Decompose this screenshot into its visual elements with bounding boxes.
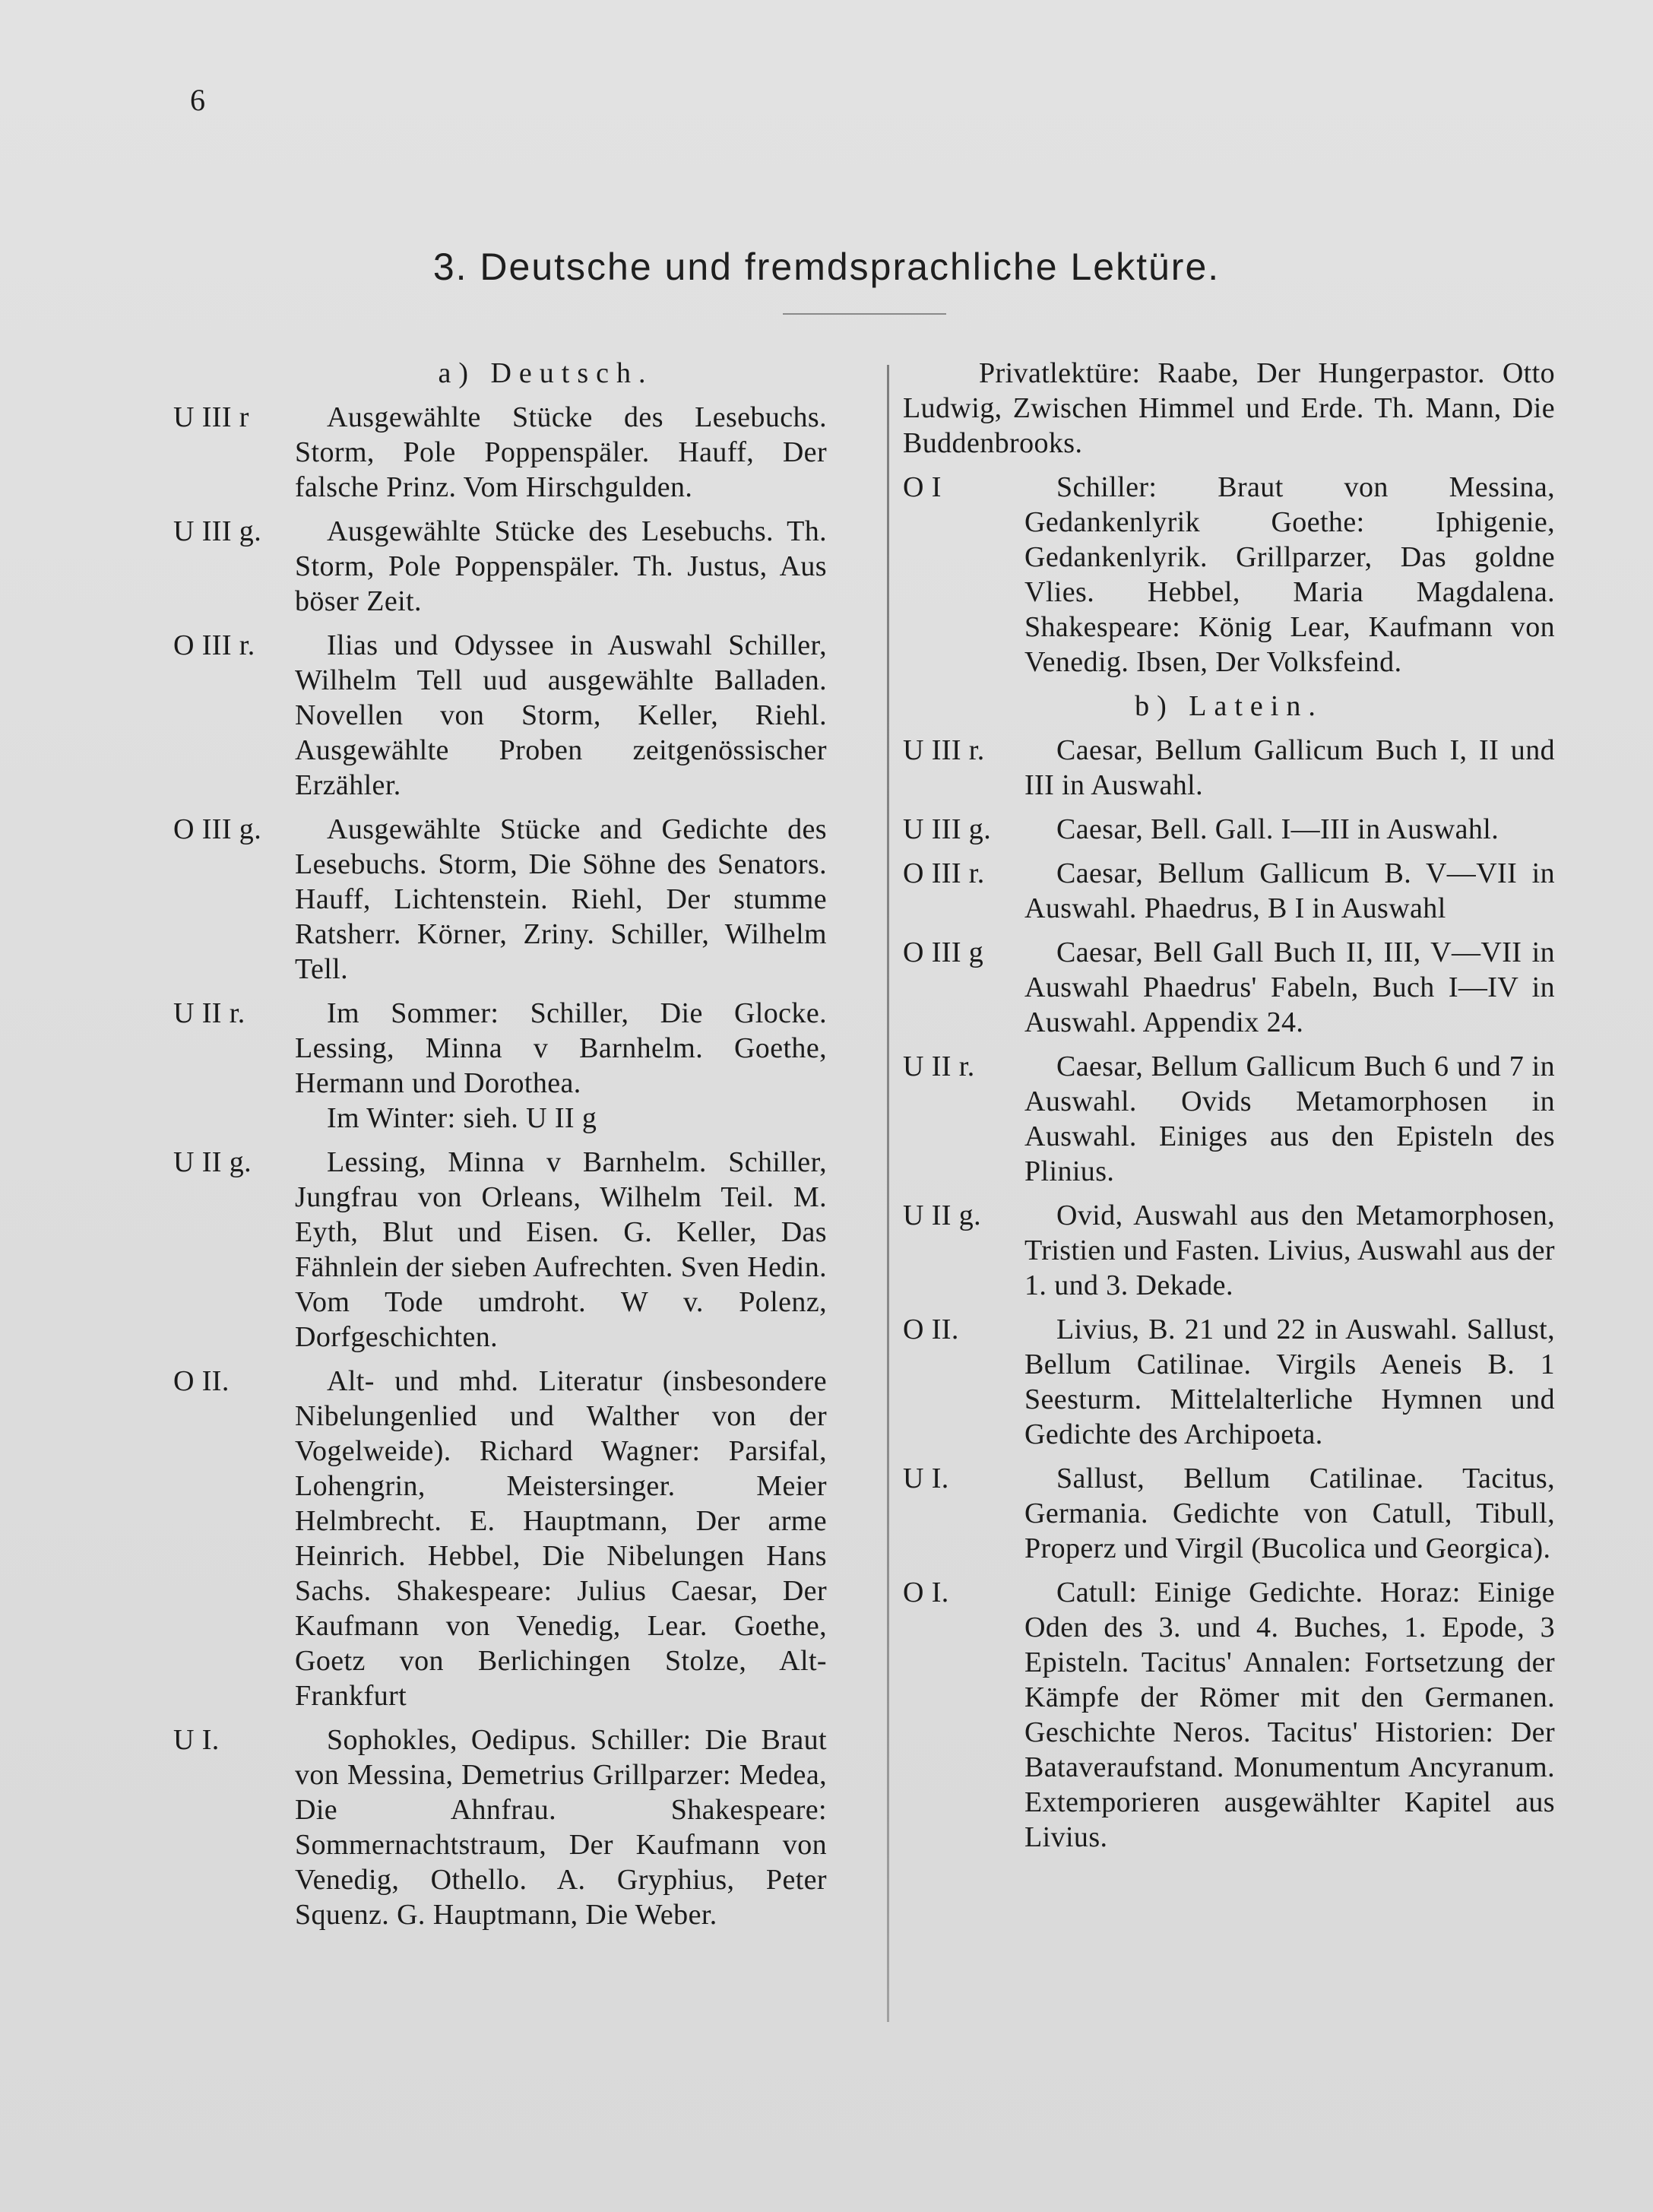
reading-text: Caesar, Bell. Gall. I—III in Auswahl.: [1056, 813, 1499, 845]
left-column: [173, 356, 827, 1941]
reading-text: Alt- und mhd. Literatur (insbesondere Nibelungenlied und Walther von der Vogelweide). Richard Wagner: Parsifal, Lohengrin, Meistersinger. Meier Helmbrecht. E. Hauptmann, Der arme Heinrich. Hebbel, Die Nibelungen Hans Sachs. Shakespeare: Julius Caesar, Der Kaufmann von Venedig, Lear. Goethe, Goetz von Berlichingen Stolze, Alt-Frankfurt: [295, 1365, 827, 1712]
reading-text: Im Sommer: Schiller, Die Glocke. Lessing, Minna v Barnhelm. Goethe, Hermann und Dorothea.: [295, 997, 827, 1099]
list-item: [903, 935, 1555, 1040]
section-heading-deutsch: a) Deutsch.: [438, 357, 654, 389]
class-label: U III r: [173, 401, 249, 433]
list-item: [173, 1145, 827, 1355]
reading-text: Sophokles, Oedipus. Schiller: Die Braut von Messina, Demetrius Grillparzer: Medea, Die Ahnfrau. Shakespeare: Sommernachtstraum, Der Kaufmann von Venedig, Othello. A. Gryphius, Peter Squenz. G. Hauptmann, Die Weber.: [295, 1724, 827, 1931]
list-item: [173, 1722, 827, 1932]
list-item: [173, 400, 827, 505]
reading-text: Ausgewählte Stücke des Lesebuchs. Storm, Pole Poppenspäler. Hauff, Der falsche Prinz. Vom Hirschgulden.: [295, 401, 827, 503]
page-title: 3. Deutsche und fremdsprachliche Lektüre.: [432, 246, 1221, 288]
column-divider: [887, 365, 889, 2022]
list-item: [903, 856, 1555, 926]
class-label: U II r.: [903, 1051, 975, 1082]
list-item: [173, 1364, 827, 1713]
class-label: O I.: [903, 1577, 949, 1608]
class-label: U III g.: [903, 813, 992, 845]
class-label: U II g.: [173, 1146, 252, 1178]
reading-text: Caesar, Bellum Gallicum Buch 6 und 7 in Auswahl. Ovids Metamorphosen in Auswahl. Einiges aus den Episteln des Plinius.: [1024, 1051, 1555, 1187]
class-label: O I: [903, 471, 942, 503]
reading-text: Ovid, Auswahl aus den Metamorphosen, Tristien und Fasten. Livius, Auswahl aus der 1. und 3. Dekade.: [1024, 1199, 1555, 1301]
list-item: [903, 812, 1555, 847]
list-item: [903, 470, 1555, 680]
class-label: O III g.: [173, 813, 262, 845]
list-item: [173, 996, 827, 1136]
reading-text: Ilias und Odyssee in Auswahl Schiller, Wilhelm Tell uud ausgewählte Balladen. Novellen von Storm, Keller, Riehl. Ausgewählte Proben zeitgenössischer Erzähler.: [295, 629, 827, 801]
reading-text: Caesar, Bellum Gallicum Buch I, II und III in Auswahl.: [1024, 734, 1555, 801]
list-item: [173, 812, 827, 987]
continuation-text: Privatlektüre: Raabe, Der Hungerpastor. Otto Ludwig, Zwischen Himmel und Erde. Th. Mann, Die Buddenbrooks.: [903, 357, 1555, 459]
class-label: U III g.: [173, 515, 262, 547]
reading-text-winter: Im Winter: sieh. U II g: [327, 1102, 597, 1134]
list-item: [903, 1312, 1555, 1452]
list-item: [903, 1575, 1555, 1855]
class-label: U I.: [173, 1724, 220, 1756]
class-label: O II.: [173, 1365, 230, 1397]
list-item: [903, 1049, 1555, 1189]
reading-text: Schiller: Braut von Messina, Gedankenlyrik Goethe: Iphigenie, Gedankenlyrik. Grillparzer, Das goldne Vlies. Hebbel, Maria Magdalena. Shakespeare: König Lear, Kaufmann von Venedig. Ibsen, Der Volksfeind.: [1024, 471, 1555, 678]
reading-text: Caesar, Bell Gall Buch II, III, V—VII in Auswahl Phaedrus' Fabeln, Buch I—IV in Auswahl. Appendix 24.: [1024, 936, 1555, 1038]
class-label: U II g.: [903, 1199, 982, 1231]
reading-text-group: [295, 996, 827, 1136]
reading-text: Ausgewählte Stücke des Lesebuchs. Th. Storm, Pole Poppenspäler. Th. Justus, Aus böser Zeit.: [295, 515, 827, 617]
reading-text: Caesar, Bellum Gallicum B. V—VII in Auswahl. Phaedrus, B I in Auswahl: [1024, 857, 1555, 924]
reading-text: Ausgewählte Stücke and Gedichte des Lesebuchs. Storm, Die Söhne des Senators. Hauff, Lichtenstein. Riehl, Der stumme Ratsherr. Körner, Zriny. Schiller, Wilhelm Tell.: [295, 813, 827, 985]
reading-text: Catull: Einige Gedichte. Horaz: Einige Oden des 3. und 4. Buches, 1. Epode, 3 Episteln. Tacitus' Annalen: Fortsetzung der Kämpfe der Römer mit den Germanen. Geschichte Neros. Tacitus' Historien: Der Bataveraufstand. Monumentum Ancyranum. Extemporieren ausgewählter Kapitel aus Livius.: [1024, 1577, 1555, 1853]
list-item: [173, 628, 827, 803]
class-label: U III r.: [903, 734, 985, 766]
list-item: [173, 514, 827, 619]
reading-text: Livius, B. 21 und 22 in Auswahl. Sallust, Bellum Catilinae. Virgils Aeneis B. 1 Seesturm. Mittelalterliche Hymnen und Gedichte des Archipoeta.: [1024, 1314, 1555, 1450]
reading-text: Lessing, Minna v Barnhelm. Schiller, Jungfrau von Orleans, Wilhelm Teil. M. Eyth, Blut und Eisen. G. Keller, Das Fähnlein der sieben Aufrechten. Sven Hedin. Vom Tode umdroht. W v. Polenz, Dorfgeschichten.: [295, 1146, 827, 1353]
list-item: [903, 733, 1555, 803]
class-label: U I.: [903, 1463, 949, 1494]
class-label: O III g: [903, 936, 984, 968]
list-item: [903, 1198, 1555, 1303]
reading-text: Sallust, Bellum Catilinae. Tacitus, Germania. Gedichte von Catull, Tibull, Properz und Virgil (Bucolica und Georgica).: [1024, 1463, 1555, 1564]
class-label: U II r.: [173, 997, 245, 1029]
section-heading-latein: b) Latein.: [1135, 690, 1323, 722]
class-label: O II.: [903, 1314, 959, 1345]
right-column: [903, 356, 1555, 1864]
page-number: 6: [190, 83, 206, 117]
title-divider: [783, 313, 946, 315]
class-label: O III r.: [173, 629, 255, 661]
class-label: O III r.: [903, 857, 985, 889]
list-item: [903, 1461, 1555, 1566]
